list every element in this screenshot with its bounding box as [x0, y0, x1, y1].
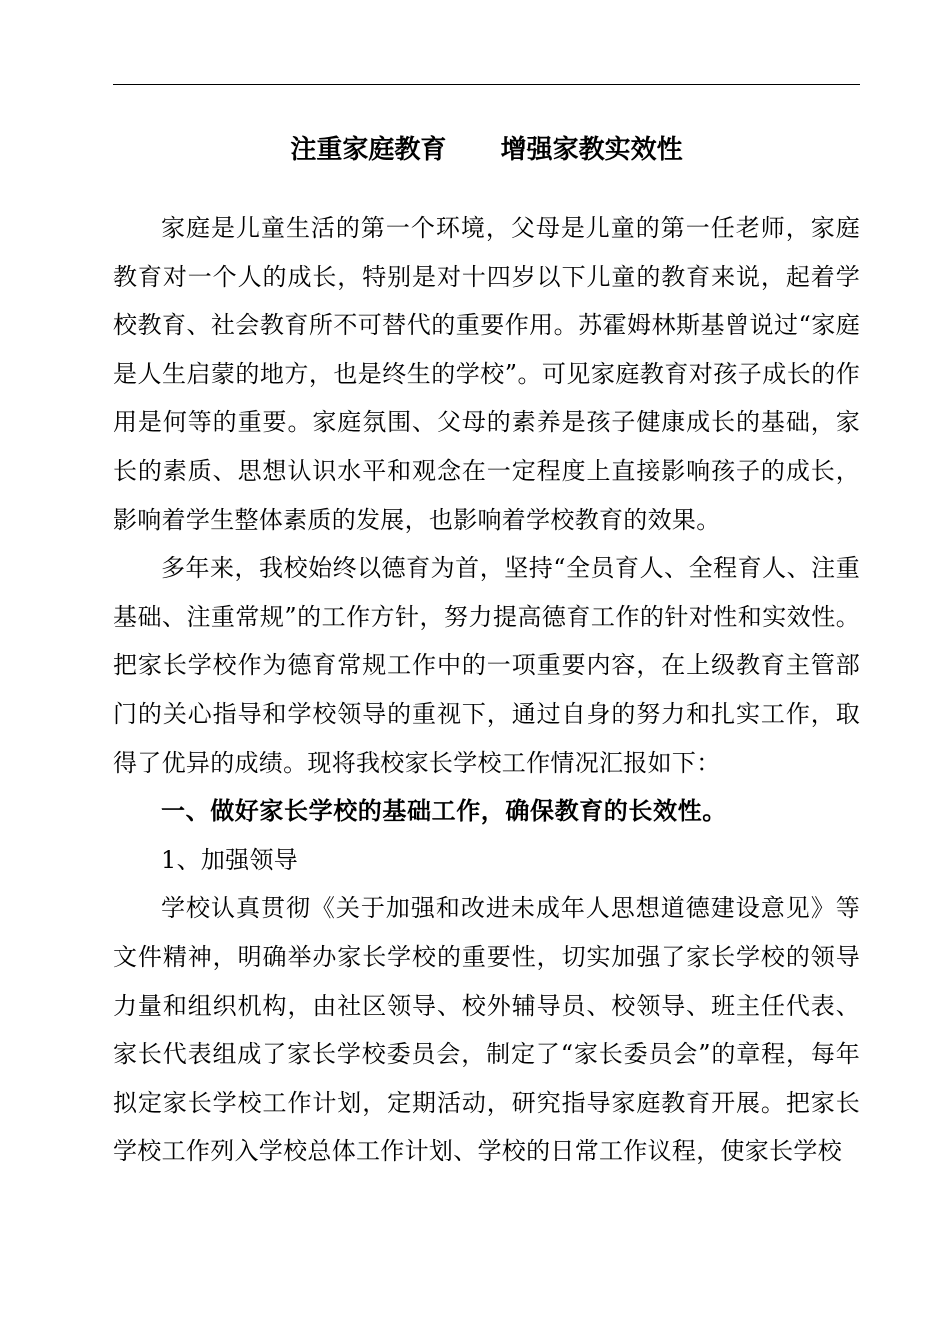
paragraph-overview: 多年来，我校始终以德育为首，坚持“全员育人、全程育人、注重基础、注重常规”的工作方针，努力提高德育工作的针对性和实效性。把家长学校作为德育常规工作中的一项重要内容，在上级教育主管部门的关心指导和学校领导的重视下，通过自身的努力和扎实工作，取得了优异的成绩。现将我校家长学校工作情况汇报如下： — [113, 554, 860, 777]
header-rule — [113, 84, 860, 85]
paragraph-intro: 家庭是儿童生活的第一个环境，父母是儿童的第一任老师，家庭教育对一个人的成长，特别是对十四岁以下儿童的教育来说，起着学校教育、社会教育所不可替代的重要作用。苏霍姆林斯基曾说过“家庭是人生启蒙的地方，也是终生的学校”。可见家庭教育对孩子成长的作用是何等的重要。家庭氛围、父母的素养是孩子健康成长的基础，家长的素质、思想认识水平和观念在一定程度上直接影响孩子的成长，影响着学生整体素质的发展，也影响着学校教育的效果。 — [113, 214, 860, 534]
section-heading: 一、做好家长学校的基础工作，确保教育的长效性。 — [161, 797, 727, 826]
document-body — [113, 204, 860, 1176]
subsection-heading: 1、加强领导 — [161, 845, 299, 874]
paragraph-leadership: 学校认真贯彻《关于加强和改进未成年人思想道德建设意见》等文件精神，明确举办家长学校的重要性，切实加强了家长学校的领导力量和组织机构，由社区领导、校外辅导员、校领导、班主任代表、家长代表组成了家长学校委员会，制定了“家长委员会”的章程，每年拟定家长学校工作计划，定期活动，研究指导家庭教育开展。把家长学校工作列入学校总体工作计划、学校的日常工作议程，使家长学校 — [113, 894, 860, 1166]
document-title: 注重家庭教育 增强家教实效性 — [290, 135, 683, 165]
